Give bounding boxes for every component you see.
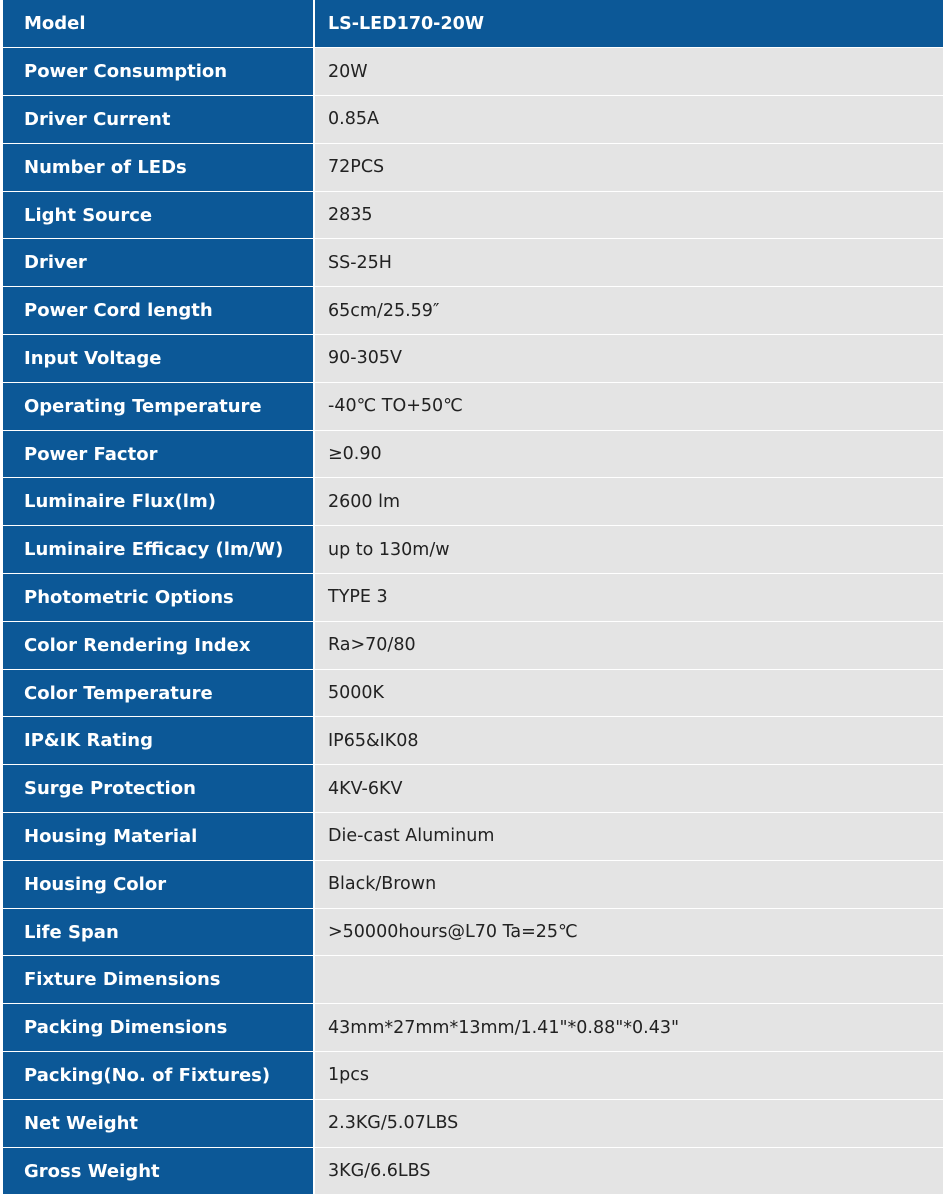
spec-value: 2835	[314, 191, 943, 239]
spec-value: SS-25H	[314, 239, 943, 287]
spec-row	[3, 239, 943, 287]
spec-label: Color Rendering Index	[3, 621, 314, 669]
spec-value: 72PCS	[314, 143, 943, 191]
spec-label: Life Span	[3, 908, 314, 956]
spec-row	[3, 48, 943, 96]
spec-row	[3, 287, 943, 335]
spec-value: ≥0.90	[314, 430, 943, 478]
spec-header-label: Model	[3, 0, 314, 48]
spec-row	[3, 526, 943, 574]
spec-label: Housing Material	[3, 813, 314, 861]
spec-value: IP65&IK08	[314, 717, 943, 765]
spec-label: Power Factor	[3, 430, 314, 478]
spec-label: Packing(No. of Fixtures)	[3, 1052, 314, 1100]
spec-label: Number of LEDs	[3, 143, 314, 191]
spec-label: Driver Current	[3, 96, 314, 144]
spec-value	[314, 956, 943, 1004]
spec-table	[3, 0, 943, 1195]
spec-label: Operating Temperature	[3, 382, 314, 430]
spec-row	[3, 717, 943, 765]
spec-label: Power Consumption	[3, 48, 314, 96]
spec-label: Photometric Options	[3, 574, 314, 622]
spec-value: 0.85A	[314, 96, 943, 144]
spec-value: 20W	[314, 48, 943, 96]
spec-label: Color Temperature	[3, 669, 314, 717]
spec-value: 2600 lm	[314, 478, 943, 526]
spec-row	[3, 478, 943, 526]
spec-label: Luminaire Efficacy (lm/W)	[3, 526, 314, 574]
spec-value: 65cm/25.59″	[314, 287, 943, 335]
spec-label: Net Weight	[3, 1099, 314, 1147]
spec-value: 2.3KG/5.07LBS	[314, 1099, 943, 1147]
spec-row	[3, 1147, 943, 1195]
spec-row	[3, 191, 943, 239]
spec-value: Black/Brown	[314, 860, 943, 908]
spec-value: -40℃ TO+50℃	[314, 382, 943, 430]
spec-label: Luminaire Flux(lm)	[3, 478, 314, 526]
spec-row	[3, 908, 943, 956]
spec-row	[3, 813, 943, 861]
spec-row	[3, 956, 943, 1004]
spec-row	[3, 335, 943, 383]
spec-value: >50000hours@L70 Ta=25℃	[314, 908, 943, 956]
spec-value: 1pcs	[314, 1052, 943, 1100]
spec-label: Packing Dimensions	[3, 1004, 314, 1052]
spec-value: up to 130m/w	[314, 526, 943, 574]
spec-row	[3, 621, 943, 669]
spec-label: IP&IK Rating	[3, 717, 314, 765]
spec-row	[3, 669, 943, 717]
spec-row	[3, 430, 943, 478]
spec-row	[3, 143, 943, 191]
spec-value: 5000K	[314, 669, 943, 717]
spec-row	[3, 96, 943, 144]
spec-value: 43mm*27mm*13mm/1.41"*0.88"*0.43"	[314, 1004, 943, 1052]
spec-label: Gross Weight	[3, 1147, 314, 1195]
spec-label: Surge Protection	[3, 765, 314, 813]
spec-value: 3KG/6.6LBS	[314, 1147, 943, 1195]
spec-row	[3, 1052, 943, 1100]
spec-row	[3, 1099, 943, 1147]
spec-value: 90-305V	[314, 335, 943, 383]
spec-label: Light Source	[3, 191, 314, 239]
spec-label: Housing Color	[3, 860, 314, 908]
spec-value: 4KV-6KV	[314, 765, 943, 813]
spec-label: Driver	[3, 239, 314, 287]
spec-row	[3, 860, 943, 908]
spec-row	[3, 765, 943, 813]
spec-header-value: LS-LED170-20W	[314, 0, 943, 48]
spec-value: Ra>70/80	[314, 621, 943, 669]
spec-row	[3, 1004, 943, 1052]
spec-header-row	[3, 0, 943, 48]
spec-value: TYPE 3	[314, 574, 943, 622]
spec-row	[3, 382, 943, 430]
spec-label: Power Cord length	[3, 287, 314, 335]
spec-label: Fixture Dimensions	[3, 956, 314, 1004]
spec-row	[3, 574, 943, 622]
spec-label: Input Voltage	[3, 335, 314, 383]
spec-table-body	[3, 0, 943, 1195]
spec-value: Die-cast Aluminum	[314, 813, 943, 861]
